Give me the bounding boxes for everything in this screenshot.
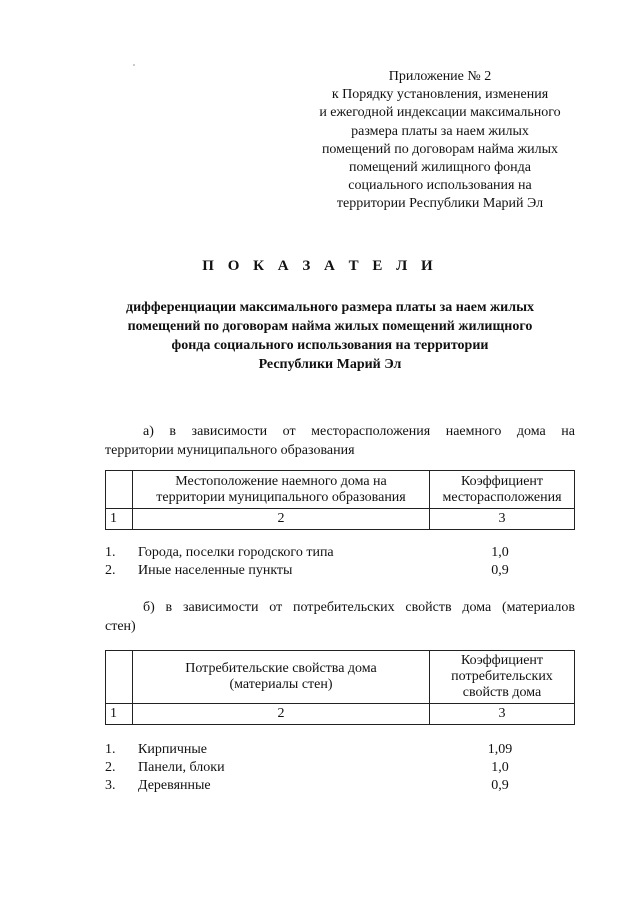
annex-line: размера платы за наем жилых — [351, 123, 529, 139]
list-item: 3. Деревянные 0,9 — [105, 778, 509, 793]
section-b-intro-first: б) в зависимости от потребительских свойств дома (материалов — [143, 600, 575, 615]
table-index-cell: 1 — [106, 704, 133, 725]
subtitle-line: дифференциации максимального размера платы за наем жилых — [125, 300, 535, 315]
list-item: 2. Панели, блоки 1,0 — [105, 760, 509, 775]
subtitle-line: Республики Марий Эл — [258, 357, 402, 372]
section-a-intro — [105, 422, 575, 460]
document-title: П О К А З А Т Е Л И — [202, 258, 438, 274]
annex-line: к Порядку установления, изменения — [331, 87, 549, 103]
annex-line: территории Республики Марий Эл — [336, 196, 544, 212]
section-b-table — [105, 650, 575, 725]
annex-header — [300, 68, 580, 214]
list-item: 1. Города, поселки городского типа 1,0 — [105, 545, 509, 560]
document-subtitle — [100, 298, 560, 374]
subtitle-line: фонда социального использования на территории — [171, 338, 489, 353]
section-a-table — [105, 470, 575, 530]
annex-line: помещений жилищного фонда — [349, 160, 531, 176]
list-item: 2. Иные населенные пункты 0,9 — [105, 563, 509, 578]
table-header-cell: Местоположение наемного дома на территории муниципального образования — [133, 471, 430, 509]
section-b-intro — [105, 598, 575, 636]
section-b-list — [105, 741, 575, 795]
table-header-cell — [106, 651, 133, 704]
annex-line: Приложение № 2 — [388, 69, 492, 84]
table-header-cell: Коэффициент потребительских свойств дома — [430, 651, 575, 704]
section-a-intro-first: а) в зависимости от месторасположения наемного дома на — [143, 424, 575, 439]
annex-line: помещений по договорам найма жилых — [321, 141, 559, 157]
table-header-cell: Потребительские свойства дома (материалы стен) — [133, 651, 430, 704]
section-b-intro-rest: стен) — [105, 619, 136, 634]
annex-line: социального использования на — [348, 178, 532, 194]
table-header-cell: Коэффициент месторасположения — [430, 471, 575, 509]
section-a-intro-rest: территории муниципального образования — [105, 443, 355, 458]
table-index-cell: 3 — [430, 509, 575, 530]
table-index-cell: 2 — [133, 704, 430, 725]
table-header-cell — [106, 471, 133, 509]
scan-speck — [133, 64, 135, 66]
list-item: 1. Кирпичные 1,09 — [105, 742, 513, 757]
table-index-cell: 3 — [430, 704, 575, 725]
section-a-list — [105, 544, 575, 580]
annex-line: и ежегодной индексации максимального — [319, 105, 561, 121]
table-index-cell: 1 — [106, 509, 133, 530]
subtitle-line: помещений по договорам найма жилых помещений жилищного — [127, 319, 533, 334]
table-index-cell: 2 — [133, 509, 430, 530]
